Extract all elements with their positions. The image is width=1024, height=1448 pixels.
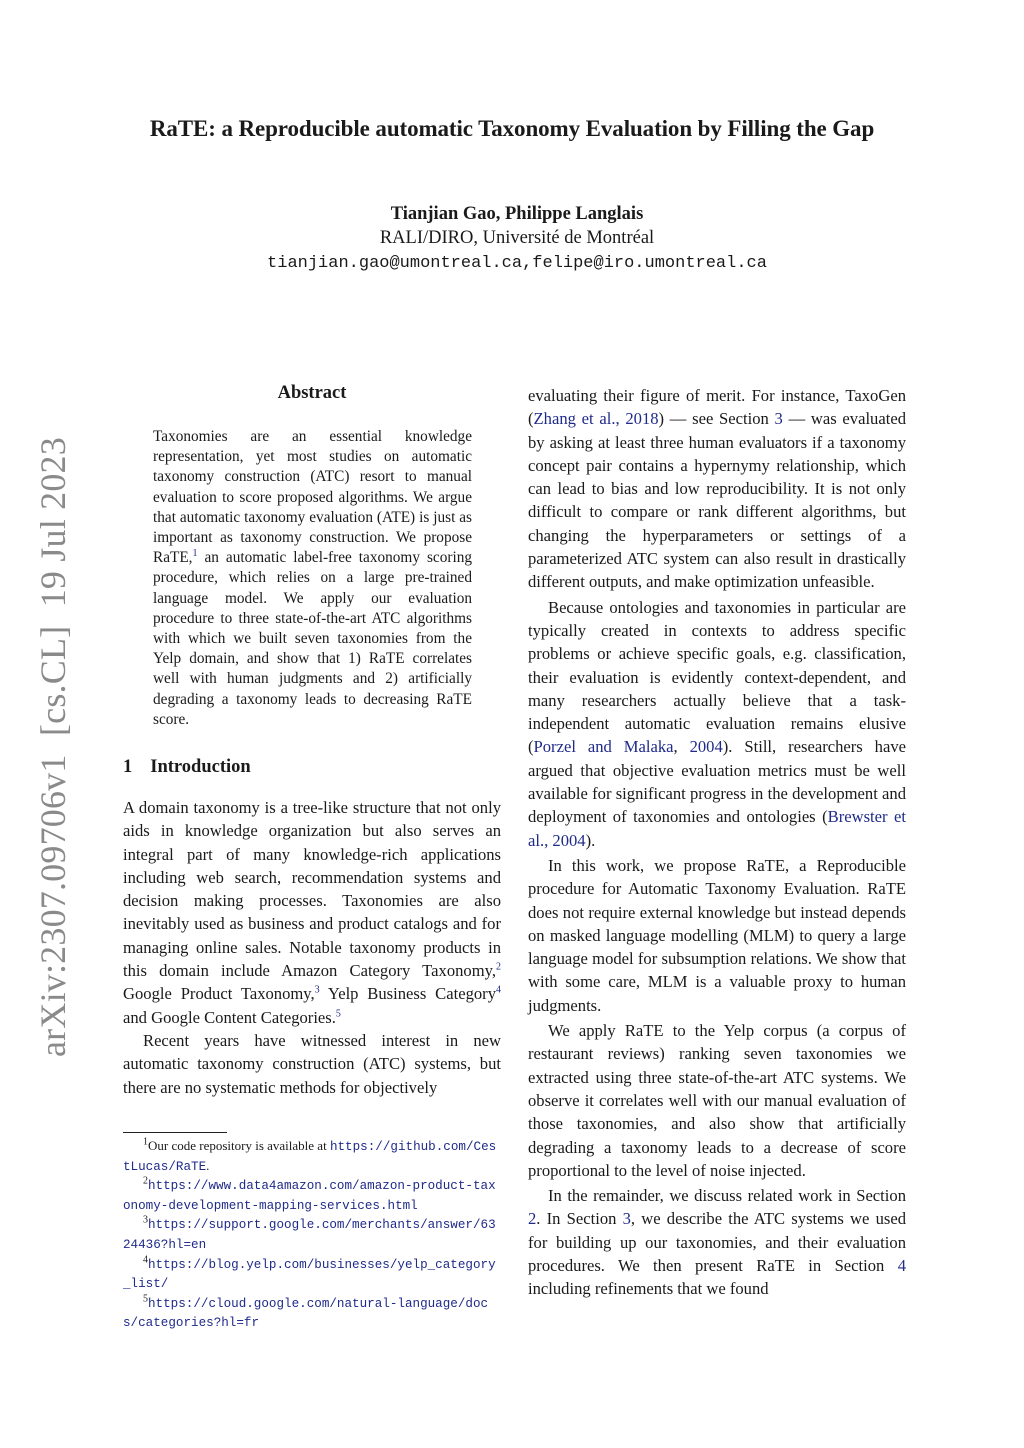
paragraph: Because ontologies and taxonomies in particular are typically created in contexts to address specific problems or achieve specific goals, e.g. classification, their evaluation is evidently context-dependent, and many researchers actually believe that a task-independent automatic evaluation remains elusive (Porzel and Malaka, 2004). Still, researchers have argued that objective evaluation metrics must be well available for significant progress in the development and deployment of taxonomies and ontologies (Brewster et al., 2004). — [528, 597, 906, 850]
citation-year-link[interactable]: 2004 — [689, 737, 723, 757]
paragraph: In this work, we propose RaTE, a Reproducible procedure for Automatic Taxonomy Evaluation. RaTE does not require external knowledge but instead depends on masked language modelling (MLM) to query a large language model for subsumption relations. We show that with some care, MLM is a valuable proxy to human judgments. — [528, 855, 906, 1015]
paper-title: RaTE: a Reproducible automatic Taxonomy Evaluation by Filling the Gap — [149, 116, 875, 141]
footnote-link[interactable]: https://www.data4amazon.com/amazon-product-taxonomy-development-mapping-services.html — [123, 1179, 496, 1213]
abstract-body: Taxonomies are an essential knowledge representation, yet most studies on automatic taxonomy construction (ATC) resort to manual evaluation to score proposed algorithms. We argue that automatic taxonomy evaluation (ATE) is just as important as taxonomy construction. We propose RaTE,$^1$ an automatic label-free taxonomy scoring procedure, which relies on a large pre-trained language model. We apply our evaluation procedure to three state-of-the-art ATC algorithms with which we built seven taxonomies from the Yelp domain, and show that 1) RaTE correlates well with human judgments and 2) artificially degrading a taxonomy leads to decreasing RaTE score. — [153, 428, 472, 728]
citation-link[interactable]: Brewster et al., 2004 — [528, 807, 906, 850]
paragraph: In the remainder, we discuss related work in Section 2. In Section 3, we describe the ATC systems we used for building up our taxonomies, and their evaluation procedures. We then present RaTE in Section 4 including refinements that we found — [528, 1186, 906, 1299]
section-ref-link[interactable]: 4 — [897, 1255, 906, 1275]
footnote-link[interactable]: https://blog.yelp.com/businesses/yelp_category_list/ — [123, 1257, 496, 1292]
footnote-2: $^2$https://www.data4amazon.com/amazon-product-taxonomy-development-mapping-services.html — [123, 1175, 496, 1213]
section-ref-link[interactable]: 3 — [622, 1209, 631, 1229]
section-ref-link[interactable]: 3 — [774, 409, 783, 429]
footnote-5: $^5$https://cloud.google.com/natural-language/docs/categories?hl=fr — [123, 1293, 489, 1331]
paragraph: We apply RaTE to the Yelp corpus (a corpus of restaurant reviews) ranking seven taxonomies we extracted using three state-of-the-art ATC systems. We observe it correlates well with our manual evaluation of those taxonomies, and also show that artificially degrading a taxonomy leads to a decrease of score proportional to the level of noise injected. — [528, 1021, 906, 1180]
citation-link[interactable]: Zhang et al., 2018 — [533, 409, 659, 429]
footnote-divider — [123, 1132, 227, 1133]
section-heading-introduction: 1 Introduction — [123, 757, 251, 777]
footnote-ref-2[interactable]: 2 — [496, 961, 501, 973]
footnote-link[interactable]: https://cloud.google.com/natural-language/docs/categories?hl=fr — [123, 1296, 489, 1331]
paragraph: evaluating their figure of merit. For instance, TaxoGen (Zhang et al., 2018) — see Section 3 — was evaluated by asking at least three human evaluators if a taxonomy concept pair contains a hypernymy relationship, which can lead to bias and low reproducibility. It is not only difficult to compare or rank different algorithms, but changing the hyperparameters or settings of a parameterized ATC system can also result in drastically different outputs, and make optimization unfeasible. — [528, 386, 906, 592]
section-ref-link[interactable]: 2 — [528, 1209, 537, 1229]
footnote-ref-4[interactable]: 4 — [496, 984, 501, 996]
footnote-3: $^3$https://support.google.com/merchants/answer/6324436?hl=en — [123, 1215, 496, 1252]
footnote-4: $^4$https://blog.yelp.com/businesses/yelp_category_list/ — [123, 1254, 496, 1292]
affiliation: RALI/DIRO, Université de Montréal — [379, 228, 655, 248]
footnote-ref-3[interactable]: 3 — [314, 984, 320, 996]
footnote-link[interactable]: https://support.google.com/merchants/answer/6324436?hl=en — [123, 1218, 496, 1252]
footnote-link[interactable]: https://github.com/CestLucas/RaTE — [123, 1140, 497, 1174]
abstract-heading: Abstract — [277, 383, 347, 403]
footnote-ref-5[interactable]: 5 — [335, 1008, 341, 1020]
arxiv-identifier: arXiv:2307.09706v1 [cs.CL] 19 Jul 2023 — [33, 437, 73, 1057]
citation-link[interactable]: Porzel and Malaka — [533, 737, 674, 757]
footnotes — [123, 1137, 501, 1333]
footnote-ref-1[interactable]: 1 — [192, 548, 198, 560]
paragraph: Recent years have witnessed interest in new automatic taxonomy construction (ATC) systems, but there are no systematic methods for objectively — [123, 1030, 501, 1097]
introduction-right-column — [528, 384, 906, 1301]
author-names: Tianjian Gao, Philippe Langlais — [390, 204, 644, 224]
paragraph: A domain taxonomy is a tree-like structure that not only aids in knowledge organization but also serves an integral part of many knowledge-rich applications including web search, recommendation systems and decision making processes. Taxonomies are also inevitably used as business and product catalogs and for managing online sales. Notable taxonomy products in this domain include Amazon Category Taxonomy,$^2$ Google Product Taxonomy,$^3$ Yelp Business Category$^4$ and Google Content Categories.$^5$ — [123, 798, 501, 1027]
author-emails[interactable]: tianjian.gao@umontreal.ca,felipe@iro.umontreal.ca — [267, 254, 767, 273]
footnote-1: $^1$Our code repository is available at https://github.com/CestLucas/RaTE. — [123, 1136, 497, 1174]
introduction-left-column — [123, 796, 501, 1099]
